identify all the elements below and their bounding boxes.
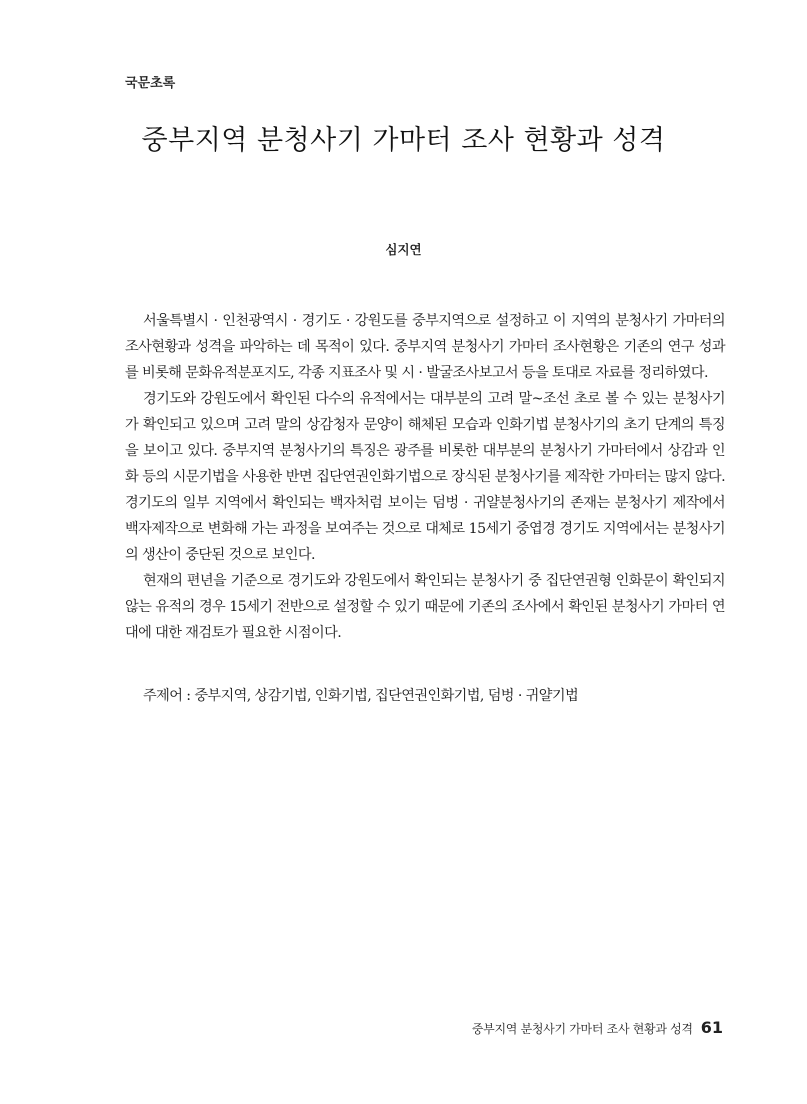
abstract-paragraph-3: 현재의 편년을 기준으로 경기도와 강원도에서 확인되는 분청사기 중 집단연권형 인화문이 확인되지 않는 유적의 경우 15세기 전반으로 설정할 수 있기 때문에 기존의 조사에서 확인된 분청사기 가마터 연대에 대한 재검토가 필요한 시점이다. <box>125 573 725 641</box>
article-title: 중부지역 분청사기 가마터 조사 현황과 성격 <box>141 125 666 156</box>
keywords: 주제어 : 중부지역, 상감기법, 인화기법, 집단연권인화기법, 덤벙 · 귀얄기법 <box>143 688 579 704</box>
abstract-body <box>125 308 725 646</box>
section-label: 국문초록 <box>125 76 176 91</box>
abstract-paragraph-2: 경기도와 강원도에서 확인된 다수의 유적에서는 대부분의 고려 말~조선 초로 볼 수 있는 분청사기가 확인되고 있으며 고려 말의 상감청자 문양이 해체된 모습과 인화기법 분청사기의 초기 단계의 특징을 보이고 있다. 중부지역 분청사기의 특징은 광주를 비롯한 대부분의 분청사기 가마터에서 상감과 인화 등의 시문기법을 사용한 반면 집단연권인화기법으로 장식된 분청사기를 제작한 가마터는 많지 않다. 경기도의 일부 지역에서 확인되는 백자처럼 보이는 덤벙 · 귀얄분청사기의 존재는 분청사기 제작에서 백자제작으로 변화해 가는 과정을 보여주는 것으로 대체로 15세기 중엽경 경기도 지역에서는 분청사기의 생산이 중단된 것으로 보인다. <box>125 391 725 563</box>
author-name: 심지연 <box>385 242 422 257</box>
page-footer <box>472 1018 723 1037</box>
running-title: 중부지역 분청사기 가마터 조사 현황과 성격 <box>471 1022 693 1036</box>
page-number: 61 <box>700 1018 723 1037</box>
abstract-paragraph-1: 서울특별시 · 인천광역시 · 경기도 · 강원도를 중부지역으로 설정하고 이 지역의 분청사기 가마터의 조사현황과 성격을 파악하는 데 목적이 있다. 중부지역 분청사기 가마터 조사현황은 기존의 연구 성과를 비롯해 문화유적분포지도, 각종 지표조사 및 시 · 발굴조사보고서 등을 토대로 자료를 정리하였다. <box>125 313 725 381</box>
